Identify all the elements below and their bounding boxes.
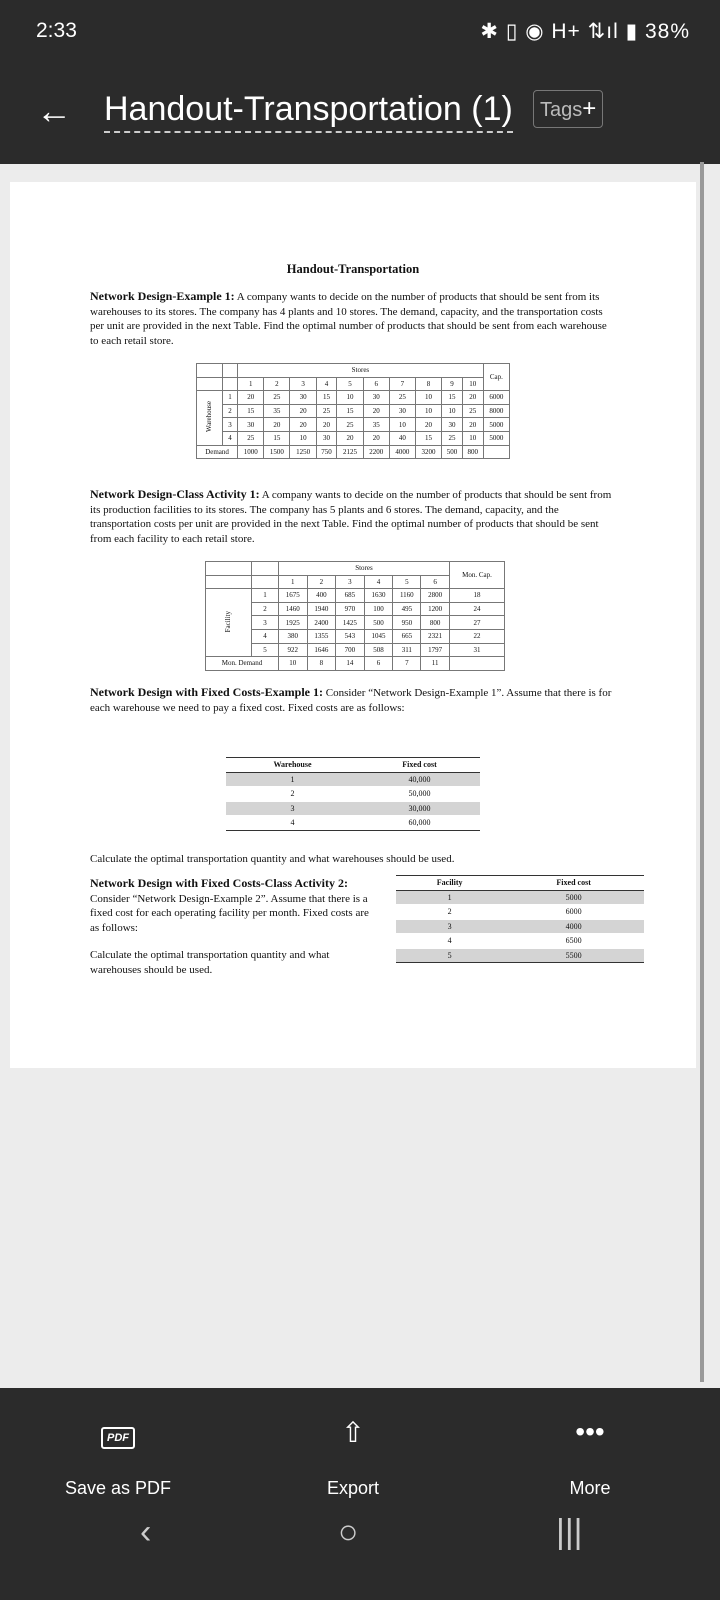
table-cell: 25	[462, 404, 483, 418]
facility-cost-table	[205, 561, 505, 671]
more-dots-icon: •••	[575, 1416, 605, 1447]
table-cell: 20	[363, 431, 389, 445]
save-as-pdf-label: Save as PDF	[64, 1478, 172, 1498]
fixed-cost-activity-body: Consider “Network Design-Example 2”. Assume that there is a fixed cost for each operating facility per month. Fixed costs are as follows:	[90, 892, 369, 934]
table-cell: 8	[307, 657, 336, 671]
table-row	[197, 431, 510, 445]
table-cell: 5000	[503, 890, 644, 905]
table-cell: 1	[279, 575, 308, 589]
table-row	[396, 919, 644, 934]
activity1-text	[90, 487, 617, 546]
table-cell: 35	[264, 404, 290, 418]
table-cell: 22	[449, 629, 504, 643]
table-cell: 3	[226, 801, 359, 816]
nav-recents-icon[interactable]: |||	[556, 1513, 583, 1551]
table-row	[396, 905, 644, 920]
table-cell: 50,000	[359, 787, 480, 802]
table-cell: 1250	[290, 445, 316, 459]
table-cell: 30	[290, 391, 316, 405]
table-row	[197, 445, 510, 459]
share-icon: ⇧	[341, 1417, 365, 1448]
table-cell: 3	[396, 919, 503, 934]
table-cell: 4	[251, 629, 278, 643]
table-cell: 15	[316, 391, 337, 405]
table-row	[206, 562, 505, 576]
table-cell: 60,000	[359, 816, 480, 831]
more-button[interactable]	[510, 1416, 670, 1499]
table-cell: 2	[251, 602, 278, 616]
table-cell: 20	[363, 404, 389, 418]
nav-back-icon[interactable]: ‹	[140, 1513, 152, 1551]
table-cell: 10	[442, 404, 463, 418]
table-cell	[206, 589, 252, 657]
app-header	[0, 62, 720, 164]
tags-label: Tags	[540, 99, 583, 121]
table-cell: 20	[290, 418, 316, 432]
table-row	[197, 364, 510, 378]
table-cell: 30	[238, 418, 264, 432]
table-cell: 10	[415, 404, 441, 418]
nav-home-icon[interactable]: ○	[338, 1513, 359, 1551]
table-cell: 4	[396, 934, 503, 949]
table-cell: 10	[279, 657, 308, 671]
table-cell: Mon. Cap.	[449, 562, 504, 589]
table-cell: 1940	[307, 602, 336, 616]
more-label: More	[569, 1478, 611, 1498]
table-cell: 3	[290, 377, 316, 391]
example1-text	[90, 289, 617, 348]
table-cell: Mon. Demand	[206, 657, 279, 671]
table-cell: 2	[222, 404, 237, 418]
table-cell: 18	[449, 589, 504, 603]
fixed-cost-example-text	[90, 685, 617, 715]
table-cell: Fixed cost	[503, 876, 644, 891]
table-cell: 5	[337, 377, 363, 391]
table-cell: 20	[462, 391, 483, 405]
table-row	[206, 657, 505, 671]
table-cell: 508	[364, 643, 393, 657]
table-row	[226, 758, 480, 773]
table-row	[197, 377, 510, 391]
table-cell: 1460	[279, 602, 308, 616]
table-cell: 2321	[421, 629, 450, 643]
table-row	[197, 391, 510, 405]
save-as-pdf-button[interactable]	[38, 1416, 198, 1499]
table-cell: 1000	[238, 445, 264, 459]
table-cell: 1675	[279, 589, 308, 603]
table-cell: 30,000	[359, 801, 480, 816]
table-cell: 970	[336, 602, 365, 616]
tags-button[interactable]	[533, 90, 603, 128]
table-cell: Stores	[279, 562, 450, 576]
table-cell: 750	[316, 445, 337, 459]
status-icons	[480, 19, 690, 44]
table-cell: 4	[226, 816, 359, 831]
fixed-cost-activity-text	[90, 876, 380, 935]
table-cell: 2	[264, 377, 290, 391]
table-cell: 5	[396, 948, 503, 963]
table-row	[197, 418, 510, 432]
table-cell: 5	[251, 643, 278, 657]
table-cell: 1925	[279, 616, 308, 630]
table-cell: Stores	[238, 364, 484, 378]
table-cell: 2400	[307, 616, 336, 630]
table-cell: 543	[336, 629, 365, 643]
fixed-cost-activity-question: Calculate the optimal transportation quantity and what warehouses should be used.	[90, 949, 330, 976]
table-cell: 3	[251, 616, 278, 630]
table-cell: 1500	[264, 445, 290, 459]
table-cell: 25	[337, 418, 363, 432]
table-cell: 6000	[503, 905, 644, 920]
table-cell: 2800	[421, 589, 450, 603]
table-cell: 24	[449, 602, 504, 616]
table-cell: 700	[336, 643, 365, 657]
table-cell: 15	[442, 391, 463, 405]
table-cell: 8000	[483, 404, 509, 418]
table-cell: 2200	[363, 445, 389, 459]
table-cell: 9	[442, 377, 463, 391]
table-cell: 20	[462, 418, 483, 432]
table-cell: 1	[396, 890, 503, 905]
table-cell: 30	[363, 391, 389, 405]
signal-icons: ✱ ▯ ◉ H+ ⇅ıl ▮	[480, 20, 639, 43]
table-cell: 1160	[393, 589, 421, 603]
table-cell: 4000	[503, 919, 644, 934]
scrollbar[interactable]	[700, 162, 704, 1382]
table-cell: 2	[396, 905, 503, 920]
table-cell: 40,000	[359, 772, 480, 787]
fixed-cost-example-body: Consider “Network Design-Example 1”. Assume that there is for each warehouse we need to pay a fixed cost. Fixed costs are as follows:	[90, 687, 612, 714]
table-row	[226, 816, 480, 831]
table-cell: 1425	[336, 616, 365, 630]
table-cell: 7	[393, 657, 421, 671]
export-button[interactable]	[273, 1416, 433, 1499]
table-cell: 5	[393, 575, 421, 589]
table-cell: 10	[389, 418, 415, 432]
fixed-cost-example-heading: Network Design with Fixed Costs-Example 1:	[90, 685, 323, 699]
table-cell: 25	[442, 431, 463, 445]
fixed-cost-activity-heading: Network Design with Fixed Costs-Class Activity 2:	[90, 876, 348, 890]
table-cell: 15	[415, 431, 441, 445]
table-cell: 3	[222, 418, 237, 432]
table-cell: 800	[421, 616, 450, 630]
doc-heading: Handout-Transportation	[286, 262, 420, 276]
table-cell: 5000	[483, 431, 509, 445]
table-cell: 31	[449, 643, 504, 657]
bottom-toolbar	[0, 1388, 720, 1600]
table-cell: 30	[389, 404, 415, 418]
activity1-heading: Network Design-Class Activity 1:	[90, 487, 260, 501]
table-row	[206, 589, 505, 603]
table-cell: 500	[364, 616, 393, 630]
table-cell: 20	[264, 418, 290, 432]
table-cell: Warehouse	[226, 758, 359, 773]
table-cell: 25	[238, 431, 264, 445]
table-cell: 2125	[337, 445, 363, 459]
table-cell: 15	[264, 431, 290, 445]
table-row	[396, 890, 644, 905]
table-cell: 25	[389, 391, 415, 405]
table-cell: 922	[279, 643, 308, 657]
table-cell: 1200	[421, 602, 450, 616]
table-cell: 800	[462, 445, 483, 459]
table-cell: 1	[238, 377, 264, 391]
table-cell: 4	[364, 575, 393, 589]
table-cell: 20	[290, 404, 316, 418]
table-cell: 35	[363, 418, 389, 432]
example1-heading: Network Design-Example 1:	[90, 289, 235, 303]
table-cell: 10	[290, 431, 316, 445]
side-label: Warehouse	[205, 401, 214, 433]
table-cell: 7	[389, 377, 415, 391]
table-cell: 1646	[307, 643, 336, 657]
table-cell: 500	[442, 445, 463, 459]
back-arrow-icon[interactable]: ←	[36, 90, 72, 131]
table-cell: 25	[316, 404, 337, 418]
table-cell: 1797	[421, 643, 450, 657]
table-cell: 5500	[503, 948, 644, 963]
table-cell: 665	[393, 629, 421, 643]
side-label: Facility	[224, 610, 233, 633]
table-cell: 10	[462, 431, 483, 445]
activity1-body: A company wants to decide on the number of products that should be sent from its production facilities to its stores. The company has 5 plants and 6 stores. The demand, capacity, and the transportation costs per unit are provided in the next Table. Find the optimal number of products that should be sent from each facility to each retail store.	[90, 489, 612, 545]
table-cell: 14	[336, 657, 365, 671]
table-cell: 2	[226, 787, 359, 802]
table-cell: 20	[316, 418, 337, 432]
table-cell: Demand	[197, 445, 238, 459]
table-cell: 1	[226, 772, 359, 787]
table-cell: 10	[337, 391, 363, 405]
table-cell: 40	[389, 431, 415, 445]
table-cell: 1630	[364, 589, 393, 603]
table-row	[197, 404, 510, 418]
table-cell: Cap.	[483, 364, 509, 391]
document-title[interactable]: Handout-Transportation (1)	[104, 90, 513, 133]
table-cell: 400	[307, 589, 336, 603]
table-cell: 495	[393, 602, 421, 616]
status-bar	[0, 0, 720, 62]
example1-body: A company wants to decide on the number of products that should be sent from its warehouses to its stores. The company has 4 plants and 10 stores. The demand, capacity, and the transportation costs per unit are provided in the next Table. Find the optimal number of products that should be sent from each warehouse to each retail store.	[90, 291, 607, 347]
document-page	[10, 182, 696, 1068]
table-cell: 6	[421, 575, 450, 589]
table-cell: 6	[364, 657, 393, 671]
table-cell: 4000	[389, 445, 415, 459]
table-cell: 20	[415, 418, 441, 432]
table-cell: 10	[415, 391, 441, 405]
table-cell: 311	[393, 643, 421, 657]
table-cell: 950	[393, 616, 421, 630]
table-cell: 3200	[415, 445, 441, 459]
table-row	[396, 934, 644, 949]
table-cell: 685	[336, 589, 365, 603]
table-cell: 11	[421, 657, 450, 671]
warehouse-fixed-cost-table	[226, 757, 480, 831]
table-cell: 15	[238, 404, 264, 418]
table-cell: 100	[364, 602, 393, 616]
table-cell: 20	[238, 391, 264, 405]
export-label: Export	[326, 1478, 380, 1498]
table-cell: 20	[337, 431, 363, 445]
table-row	[226, 801, 480, 816]
table-cell	[197, 391, 223, 445]
table-cell: 30	[442, 418, 463, 432]
table-cell: 2	[307, 575, 336, 589]
fixed-cost-question: Calculate the optimal transportation quantity and what warehouses should be used.	[90, 853, 455, 865]
warehouse-cost-table	[196, 363, 510, 459]
table-cell: 8	[415, 377, 441, 391]
table-cell: Fixed cost	[359, 758, 480, 773]
table-cell: Facility	[396, 876, 503, 891]
table-row	[226, 772, 480, 787]
table-cell: 380	[279, 629, 308, 643]
facility-fixed-cost-table	[396, 875, 644, 963]
table-cell: 5000	[483, 418, 509, 432]
pdf-icon: PDF	[101, 1427, 135, 1449]
table-cell: 3	[336, 575, 365, 589]
table-row	[226, 787, 480, 802]
table-cell: 4	[222, 431, 237, 445]
table-cell: 1	[251, 589, 278, 603]
table-cell: 25	[264, 391, 290, 405]
table-cell: 1045	[364, 629, 393, 643]
table-cell: 27	[449, 616, 504, 630]
status-time: 2:33	[36, 19, 77, 42]
table-cell: 10	[462, 377, 483, 391]
table-row	[396, 876, 644, 891]
plus-icon: +	[582, 95, 597, 122]
table-cell: 6000	[483, 391, 509, 405]
table-cell: 15	[337, 404, 363, 418]
table-cell: 4	[316, 377, 337, 391]
table-cell: 1355	[307, 629, 336, 643]
table-cell: 6500	[503, 934, 644, 949]
table-row	[396, 948, 644, 963]
battery-level: 38%	[644, 20, 690, 43]
table-cell: 30	[316, 431, 337, 445]
table-cell: 6	[363, 377, 389, 391]
table-cell: 1	[222, 391, 237, 405]
